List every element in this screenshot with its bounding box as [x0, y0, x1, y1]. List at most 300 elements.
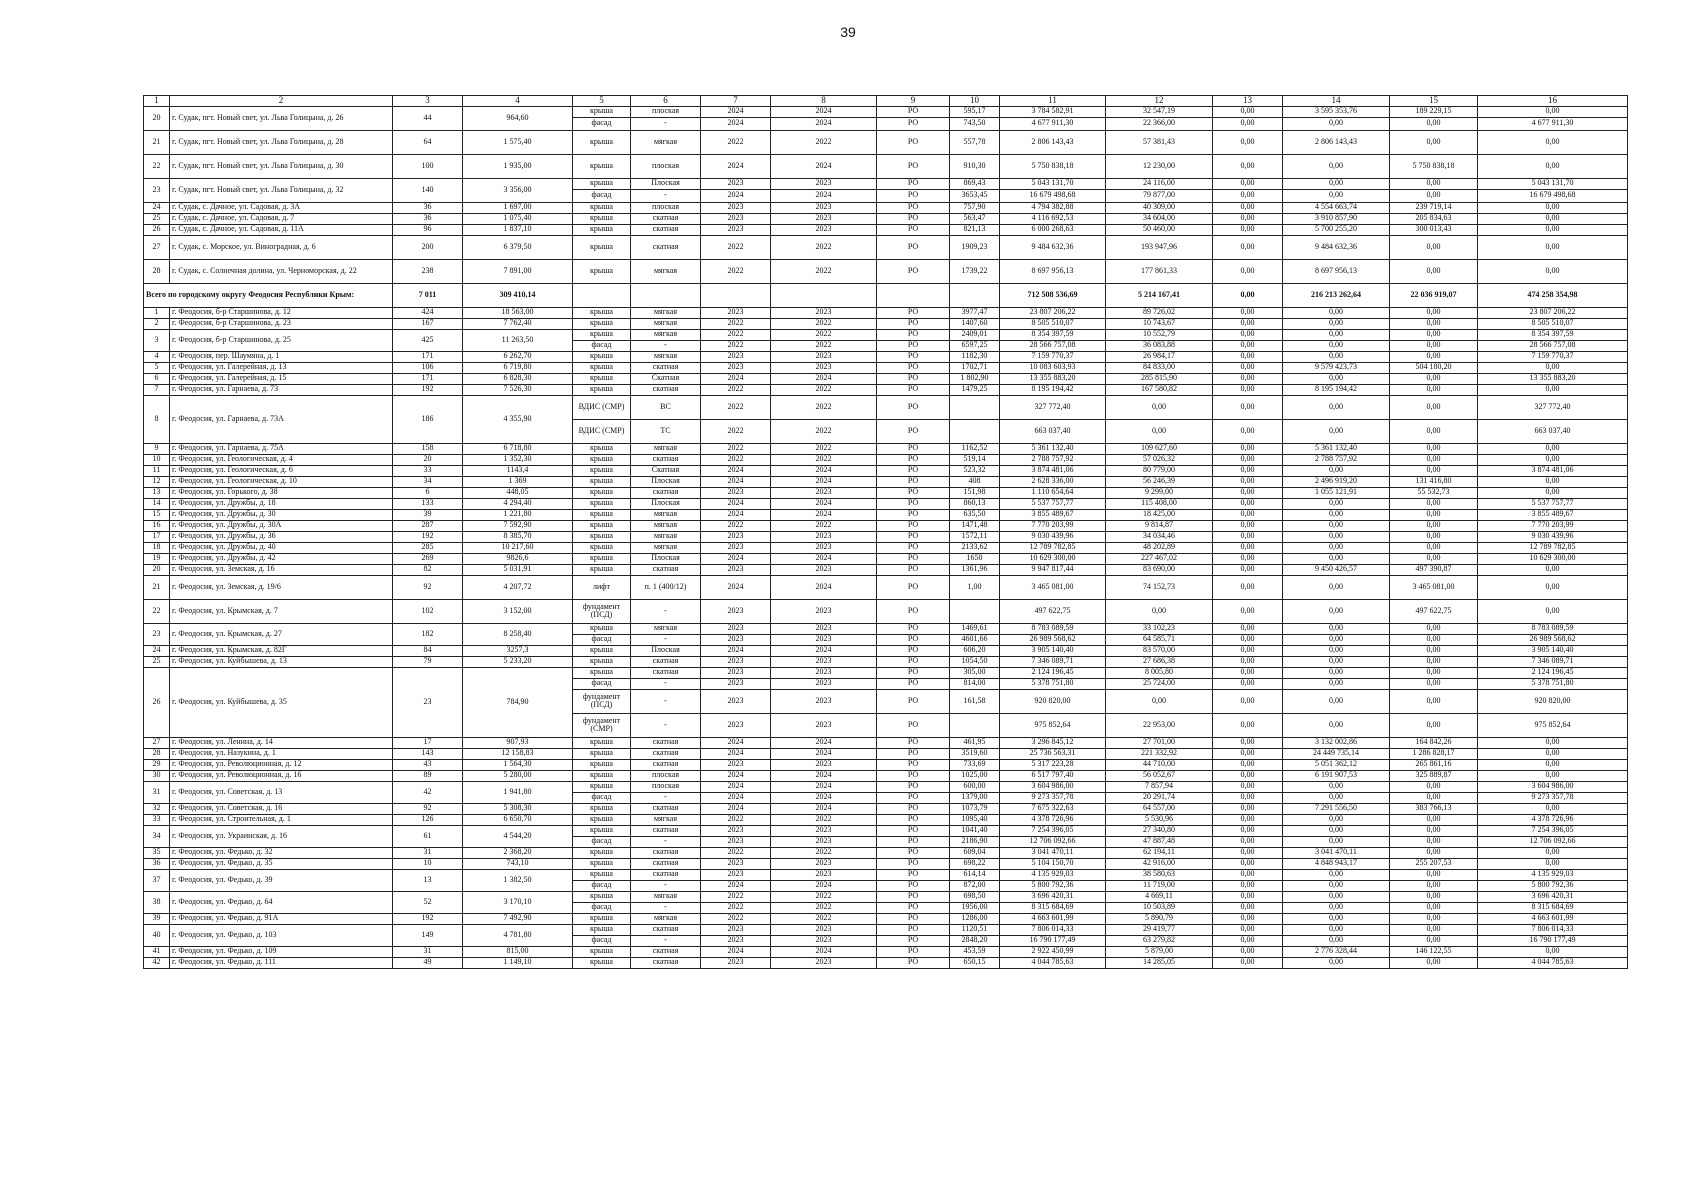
- cell-col-5: крыша: [573, 106, 631, 117]
- cell-col-16: 8 315 684,69: [1478, 902, 1628, 913]
- cell-col-15: 0,00: [1390, 913, 1478, 924]
- cell-col-13: 0,00: [1213, 318, 1283, 329]
- cell-col-7: 2023: [701, 623, 771, 634]
- cell-col-7: 2023: [701, 713, 771, 737]
- cell-col-13: 0,00: [1213, 814, 1283, 825]
- cell-col-13: 0,00: [1213, 770, 1283, 781]
- cell-col-12: 12 230,00: [1106, 154, 1213, 178]
- cell-col-14: 6 191 907,53: [1283, 770, 1390, 781]
- cell-col-16: 327 772,40: [1478, 395, 1628, 419]
- total-area: 7 492,90: [463, 913, 573, 924]
- cell-col-8: 2022: [771, 235, 877, 259]
- residents-count: 425: [393, 329, 463, 351]
- cell-col-16: 474 258 354,98: [1478, 283, 1628, 307]
- cell-col-11: 663 037,40: [1000, 419, 1106, 443]
- cell-col-12: 7 857,94: [1106, 781, 1213, 792]
- building-address: г. Феодосия, ул. Советская, д. 16: [170, 803, 393, 814]
- cell-col-5: крыша: [573, 957, 631, 968]
- cell-col-10: 614,14: [950, 869, 1000, 880]
- cell-col-8: 2023: [771, 957, 877, 968]
- residents-count: 23: [393, 667, 463, 737]
- residents-count: 192: [393, 531, 463, 542]
- cell-col-16: 0,00: [1478, 106, 1628, 117]
- cell-col-15: 0,00: [1390, 454, 1478, 465]
- cell-col-10: 698,50: [950, 891, 1000, 902]
- cell-col-6: [631, 283, 701, 307]
- total-area: 7 526,30: [463, 384, 573, 395]
- residents-count: 287: [393, 520, 463, 531]
- building-address: г. Феодосия, ул. Дружбы, д. 30А: [170, 520, 393, 531]
- cell-col-14: 0,00: [1283, 340, 1390, 351]
- cell-col-9: РО: [877, 553, 950, 564]
- building-address: г. Феодосия, ул. Строительная, д. 1: [170, 814, 393, 825]
- cell-col-9: РО: [877, 891, 950, 902]
- cell-col-10: 733,69: [950, 759, 1000, 770]
- cell-col-8: 2024: [771, 803, 877, 814]
- cell-col-14: 0,00: [1283, 553, 1390, 564]
- cell-col-13: 0,00: [1213, 419, 1283, 443]
- cell-col-10: 650,15: [950, 957, 1000, 968]
- cell-col-9: РО: [877, 329, 950, 340]
- cell-col-11: 8 195 194,42: [1000, 384, 1106, 395]
- cell-col-14: 7 291 556,50: [1283, 803, 1390, 814]
- cell-col-10: 2409,01: [950, 329, 1000, 340]
- cell-col-8: 2024: [771, 498, 877, 509]
- cell-col-13: 0,00: [1213, 542, 1283, 553]
- cell-col-8: 2022: [771, 814, 877, 825]
- row-number: 19: [144, 553, 170, 564]
- cell-col-5: крыша: [573, 154, 631, 178]
- total-area: 1 382,50: [463, 869, 573, 891]
- cell-col-14: 0,00: [1283, 509, 1390, 520]
- cell-col-10: 1572,11: [950, 531, 1000, 542]
- cell-col-9: РО: [877, 235, 950, 259]
- cell-col-12: 10 503,89: [1106, 902, 1213, 913]
- residents-count: 96: [393, 224, 463, 235]
- cell-col-5: крыша: [573, 667, 631, 678]
- cell-col-15: 0,00: [1390, 531, 1478, 542]
- cell-col-9: РО: [877, 575, 950, 599]
- cell-col-16: 0,00: [1478, 130, 1628, 154]
- cell-col-5: крыша: [573, 847, 631, 858]
- cell-col-5: крыша: [573, 373, 631, 384]
- row-number: 25: [144, 656, 170, 667]
- cell-col-14: 0,00: [1283, 902, 1390, 913]
- cell-col-5: крыша: [573, 487, 631, 498]
- table-row: [144, 318, 1628, 329]
- cell-col-16: 0,00: [1478, 259, 1628, 283]
- cell-col-14: 0,00: [1283, 318, 1390, 329]
- row-number: 41: [144, 946, 170, 957]
- cell-col-9: РО: [877, 259, 950, 283]
- total-area: 1 352,30: [463, 454, 573, 465]
- cell-col-5: крыша: [573, 224, 631, 235]
- cell-col-10: 2186,90: [950, 836, 1000, 847]
- cell-col-14: 4 848 943,17: [1283, 858, 1390, 869]
- row-number: 22: [144, 154, 170, 178]
- cell-col-16: 3 874 481,06: [1478, 465, 1628, 476]
- total-area: 1 564,30: [463, 759, 573, 770]
- cell-col-9: РО: [877, 318, 950, 329]
- cell-col-5: фасад: [573, 935, 631, 946]
- cell-col-6: скатная: [631, 213, 701, 224]
- row-number: 20: [144, 564, 170, 575]
- cell-col-7: 2023: [701, 213, 771, 224]
- cell-col-7: 2022: [701, 443, 771, 454]
- cell-col-12: 32 547,19: [1106, 106, 1213, 117]
- cell-col-13: 0,00: [1213, 836, 1283, 847]
- residents-count: 89: [393, 770, 463, 781]
- table-row: [144, 770, 1628, 781]
- cell-col-6: -: [631, 599, 701, 623]
- cell-col-12: 285 815,90: [1106, 373, 1213, 384]
- cell-col-12: 27 340,80: [1106, 825, 1213, 836]
- cell-col-16: 4 378 726,96: [1478, 814, 1628, 825]
- cell-col-12: 221 332,92: [1106, 748, 1213, 759]
- cell-col-7: 2023: [701, 869, 771, 880]
- table-row: [144, 645, 1628, 656]
- cell-col-12: 56 246,39: [1106, 476, 1213, 487]
- cell-col-13: 0,00: [1213, 307, 1283, 318]
- cell-col-5: крыша: [573, 803, 631, 814]
- row-number: 35: [144, 847, 170, 858]
- building-address: г. Феодосия, ул. Федько, д. 35: [170, 858, 393, 869]
- cell-col-12: 83 570,00: [1106, 645, 1213, 656]
- cell-col-12: 27 701,00: [1106, 737, 1213, 748]
- cell-col-8: 2023: [771, 202, 877, 213]
- cell-col-8: 2023: [771, 362, 877, 373]
- cell-col-16: 0,00: [1478, 384, 1628, 395]
- table-row: [144, 924, 1628, 935]
- cell-col-15: 0,00: [1390, 351, 1478, 362]
- building-address: г. Судак, с. Дачное, ул. Садовая, д. 7: [170, 213, 393, 224]
- cell-col-12: 0,00: [1106, 419, 1213, 443]
- table-row: [144, 395, 1628, 419]
- cell-col-14: 0,00: [1283, 678, 1390, 689]
- cell-col-6: плоская: [631, 154, 701, 178]
- total-area: 3 170,10: [463, 891, 573, 913]
- cell-col-13: 0,00: [1213, 913, 1283, 924]
- cell-col-16: 0,00: [1478, 748, 1628, 759]
- table-row: [144, 531, 1628, 542]
- cell-col-8: 2022: [771, 340, 877, 351]
- cell-col-9: РО: [877, 384, 950, 395]
- cell-col-7: 2024: [701, 509, 771, 520]
- building-address: г. Судак, с. Дачное, ул. Садовая, д. 11А: [170, 224, 393, 235]
- cell-col-8: 2023: [771, 869, 877, 880]
- cell-col-14: 5 700 255,20: [1283, 224, 1390, 235]
- cell-col-5: крыша: [573, 351, 631, 362]
- cell-col-7: 2022: [701, 902, 771, 913]
- total-area: 6 379,50: [463, 235, 573, 259]
- cell-col-13: 0,00: [1213, 553, 1283, 564]
- cell-col-12: 5 879,00: [1106, 946, 1213, 957]
- cell-col-13: 0,00: [1213, 869, 1283, 880]
- table-row: [144, 667, 1628, 678]
- cell-col-16: 0,00: [1478, 235, 1628, 259]
- cell-col-12: 167 580,82: [1106, 384, 1213, 395]
- cell-col-7: 2023: [701, 678, 771, 689]
- total-area: 5 031,91: [463, 564, 573, 575]
- cell-col-7: 2023: [701, 667, 771, 678]
- cell-col-10: 860,13: [950, 498, 1000, 509]
- cell-col-16: 3 696 420,31: [1478, 891, 1628, 902]
- cell-col-9: РО: [877, 599, 950, 623]
- cell-col-5: крыша: [573, 362, 631, 373]
- cell-col-6: мягкая: [631, 307, 701, 318]
- cell-col-14: 0,00: [1283, 634, 1390, 645]
- cell-col-12: 14 285,05: [1106, 957, 1213, 968]
- cell-col-5: крыша: [573, 476, 631, 487]
- cell-col-6: скатная: [631, 487, 701, 498]
- cell-col-13: 0,00: [1213, 781, 1283, 792]
- cell-col-13: 0,00: [1213, 106, 1283, 117]
- cell-col-11: 6 517 797,40: [1000, 770, 1106, 781]
- cell-col-11: 3 696 420,31: [1000, 891, 1106, 902]
- column-number-9: 9: [877, 96, 950, 107]
- table-row: [144, 858, 1628, 869]
- building-address: г. Судак, с. Дачное, ул. Садовая, д. 3А: [170, 202, 393, 213]
- row-number: 12: [144, 476, 170, 487]
- cell-col-11: 3 874 481,06: [1000, 465, 1106, 476]
- building-address: г. Феодосия, ул. Федько, д. 103: [170, 924, 393, 946]
- cell-col-12: 29 419,77: [1106, 924, 1213, 935]
- table-row: [144, 759, 1628, 770]
- cell-col-16: 10 629 300,00: [1478, 553, 1628, 564]
- residents-count: 79: [393, 656, 463, 667]
- row-number: 9: [144, 443, 170, 454]
- cell-col-10: 2848,20: [950, 935, 1000, 946]
- cell-col-13: 0,00: [1213, 384, 1283, 395]
- cell-col-8: 2023: [771, 307, 877, 318]
- cell-col-9: РО: [877, 803, 950, 814]
- table-row: [144, 656, 1628, 667]
- cell-col-10: 1479,25: [950, 384, 1000, 395]
- building-address: г. Феодосия, ул. Горького, д. 38: [170, 487, 393, 498]
- cell-col-15: 0,00: [1390, 465, 1478, 476]
- building-address: г. Феодосия, ул. Дружбы, д. 30: [170, 509, 393, 520]
- cell-col-11: 16 790 177,49: [1000, 935, 1106, 946]
- cell-col-6: -: [631, 340, 701, 351]
- cell-col-12: 79 877,00: [1106, 189, 1213, 202]
- cell-col-6: мягкая: [631, 259, 701, 283]
- cell-col-8: 2023: [771, 178, 877, 189]
- row-number: 11: [144, 465, 170, 476]
- cell-col-15: 0,00: [1390, 307, 1478, 318]
- cell-col-7: 2023: [701, 656, 771, 667]
- cell-col-6: Плоская: [631, 553, 701, 564]
- cell-col-8: 2024: [771, 946, 877, 957]
- cell-col-8: 2024: [771, 509, 877, 520]
- cell-col-14: 0,00: [1283, 656, 1390, 667]
- cell-col-9: РО: [877, 395, 950, 419]
- cell-col-7: 2022: [701, 340, 771, 351]
- cell-col-12: 83 690,00: [1106, 564, 1213, 575]
- cell-col-14: 0,00: [1283, 307, 1390, 318]
- cell-col-15: 0,00: [1390, 178, 1478, 189]
- cell-col-13: 0,00: [1213, 476, 1283, 487]
- cell-col-8: 2024: [771, 781, 877, 792]
- cell-col-11: 7 675 322,63: [1000, 803, 1106, 814]
- cell-col-15: 504 180,20: [1390, 362, 1478, 373]
- cell-col-9: РО: [877, 792, 950, 803]
- cell-col-14: 4 554 663,74: [1283, 202, 1390, 213]
- cell-col-11: 7 346 089,71: [1000, 656, 1106, 667]
- cell-col-14: 3 910 857,90: [1283, 213, 1390, 224]
- cell-col-14: 2 776 328,44: [1283, 946, 1390, 957]
- row-number: 13: [144, 487, 170, 498]
- row-number: 3: [144, 329, 170, 351]
- cell-col-15: 131 416,80: [1390, 476, 1478, 487]
- cell-col-5: фундамент (СМР): [573, 713, 631, 737]
- cell-col-11: 8 315 684,69: [1000, 902, 1106, 913]
- cell-col-11: 9 947 817,44: [1000, 564, 1106, 575]
- table-row: [144, 553, 1628, 564]
- cell-col-8: 2023: [771, 656, 877, 667]
- cell-col-10: 869,43: [950, 178, 1000, 189]
- cell-col-15: 189 229,15: [1390, 106, 1478, 117]
- cell-col-10: 606,20: [950, 645, 1000, 656]
- cell-col-15: 164 842,26: [1390, 737, 1478, 748]
- cell-col-16: 13 355 883,20: [1478, 373, 1628, 384]
- cell-col-16: 0,00: [1478, 224, 1628, 235]
- cell-col-11: 12 789 782,85: [1000, 542, 1106, 553]
- cell-col-9: РО: [877, 189, 950, 202]
- cell-col-5: [573, 283, 631, 307]
- cell-col-14: 0,00: [1283, 498, 1390, 509]
- cell-col-14: 0,00: [1283, 880, 1390, 891]
- cell-col-11: 2 124 196,45: [1000, 667, 1106, 678]
- row-number: 23: [144, 178, 170, 202]
- table-row: [144, 946, 1628, 957]
- cell-col-13: 0,00: [1213, 117, 1283, 130]
- cell-col-16: 8 505 510,07: [1478, 318, 1628, 329]
- cell-col-16: 0,00: [1478, 202, 1628, 213]
- cell-col-6: п. 1 (400/12): [631, 575, 701, 599]
- row-number: 37: [144, 869, 170, 891]
- cell-col-8: 2022: [771, 130, 877, 154]
- cell-col-11: 23 807 206,22: [1000, 307, 1106, 318]
- cell-col-10: 1025,00: [950, 770, 1000, 781]
- cell-col-7: 2024: [701, 553, 771, 564]
- column-number-5: 5: [573, 96, 631, 107]
- cell-col-9: РО: [877, 224, 950, 235]
- total-area: 1 369: [463, 476, 573, 487]
- cell-col-5: крыша: [573, 213, 631, 224]
- total-area: 4 207,72: [463, 575, 573, 599]
- cell-col-16: 8 783 089,59: [1478, 623, 1628, 634]
- cell-col-6: Плоская: [631, 498, 701, 509]
- cell-col-12: 50 460,00: [1106, 224, 1213, 235]
- cell-col-6: -: [631, 689, 701, 713]
- cell-col-13: 0,00: [1213, 792, 1283, 803]
- cell-col-15: 255 207,53: [1390, 858, 1478, 869]
- residents-count: 64: [393, 130, 463, 154]
- cell-col-15: 0,00: [1390, 553, 1478, 564]
- cell-col-15: 0,00: [1390, 825, 1478, 836]
- cell-col-8: 2023: [771, 487, 877, 498]
- cell-col-13: 0,00: [1213, 645, 1283, 656]
- cell-col-13: 0,00: [1213, 443, 1283, 454]
- cell-col-6: Плоская: [631, 645, 701, 656]
- cell-col-5: крыша: [573, 858, 631, 869]
- cell-col-11: 975 852,64: [1000, 713, 1106, 737]
- cell-col-15: 497 622,75: [1390, 599, 1478, 623]
- cell-col-6: скатная: [631, 946, 701, 957]
- cell-col-11: 16 679 498,68: [1000, 189, 1106, 202]
- cell-col-14: 0,00: [1283, 465, 1390, 476]
- cell-col-8: 2023: [771, 924, 877, 935]
- cell-col-13: 0,00: [1213, 678, 1283, 689]
- cell-col-16: 8 354 397,59: [1478, 329, 1628, 340]
- row-number: 10: [144, 454, 170, 465]
- cell-col-13: 0,00: [1213, 891, 1283, 902]
- cell-col-16: 0,00: [1478, 362, 1628, 373]
- cell-col-14: 0,00: [1283, 542, 1390, 553]
- cell-col-9: РО: [877, 667, 950, 678]
- cell-col-10: 408: [950, 476, 1000, 487]
- cell-col-13: 0,00: [1213, 667, 1283, 678]
- column-number-11: 11: [1000, 96, 1106, 107]
- total-area: 448,05: [463, 487, 573, 498]
- cell-col-10: 872,00: [950, 880, 1000, 891]
- cell-col-10: 609,04: [950, 847, 1000, 858]
- residents-count: 182: [393, 623, 463, 645]
- cell-col-12: 5 530,96: [1106, 814, 1213, 825]
- cell-col-13: 0,00: [1213, 202, 1283, 213]
- cell-col-11: 3 905 140,40: [1000, 645, 1106, 656]
- cell-col-7: 2023: [701, 178, 771, 189]
- cell-col-11: 7 254 396,05: [1000, 825, 1106, 836]
- cell-col-12: 56 052,67: [1106, 770, 1213, 781]
- cell-col-5: фасад: [573, 678, 631, 689]
- cell-col-13: 0,00: [1213, 531, 1283, 542]
- total-area: 964,60: [463, 106, 573, 130]
- cell-col-8: 2024: [771, 117, 877, 130]
- cell-col-11: 3 855 489,67: [1000, 509, 1106, 520]
- residents-count: 49: [393, 957, 463, 968]
- cell-col-12: 34 604,00: [1106, 213, 1213, 224]
- cell-col-15: 0,00: [1390, 329, 1478, 340]
- cell-col-6: мягкая: [631, 443, 701, 454]
- cell-col-15: 0,00: [1390, 520, 1478, 531]
- cell-col-8: 2024: [771, 465, 877, 476]
- residents-count: 149: [393, 924, 463, 946]
- column-number-4: 4: [463, 96, 573, 107]
- cell-col-10: 1407,60: [950, 318, 1000, 329]
- cell-col-14: 216 213 262,64: [1283, 283, 1390, 307]
- cell-col-9: РО: [877, 759, 950, 770]
- cell-col-8: 2023: [771, 623, 877, 634]
- cell-col-5: фасад: [573, 117, 631, 130]
- column-number-8: 8: [771, 96, 877, 107]
- table-row: [144, 575, 1628, 599]
- cell-col-11: 3 604 986,00: [1000, 781, 1106, 792]
- cell-col-13: 0,00: [1213, 154, 1283, 178]
- table-row: [144, 599, 1628, 623]
- cell-col-6: скатная: [631, 362, 701, 373]
- cell-col-8: 2022: [771, 520, 877, 531]
- table-row: [144, 106, 1628, 117]
- cell-col-10: [950, 599, 1000, 623]
- cell-col-14: 0,00: [1283, 178, 1390, 189]
- building-address: г. Феодосия, ул. Галерейная, д. 15: [170, 373, 393, 384]
- cell-col-7: 2022: [701, 891, 771, 902]
- cell-col-9: РО: [877, 781, 950, 792]
- cell-col-6: скатная: [631, 235, 701, 259]
- cell-col-15: 0,00: [1390, 924, 1478, 935]
- column-number-7: 7: [701, 96, 771, 107]
